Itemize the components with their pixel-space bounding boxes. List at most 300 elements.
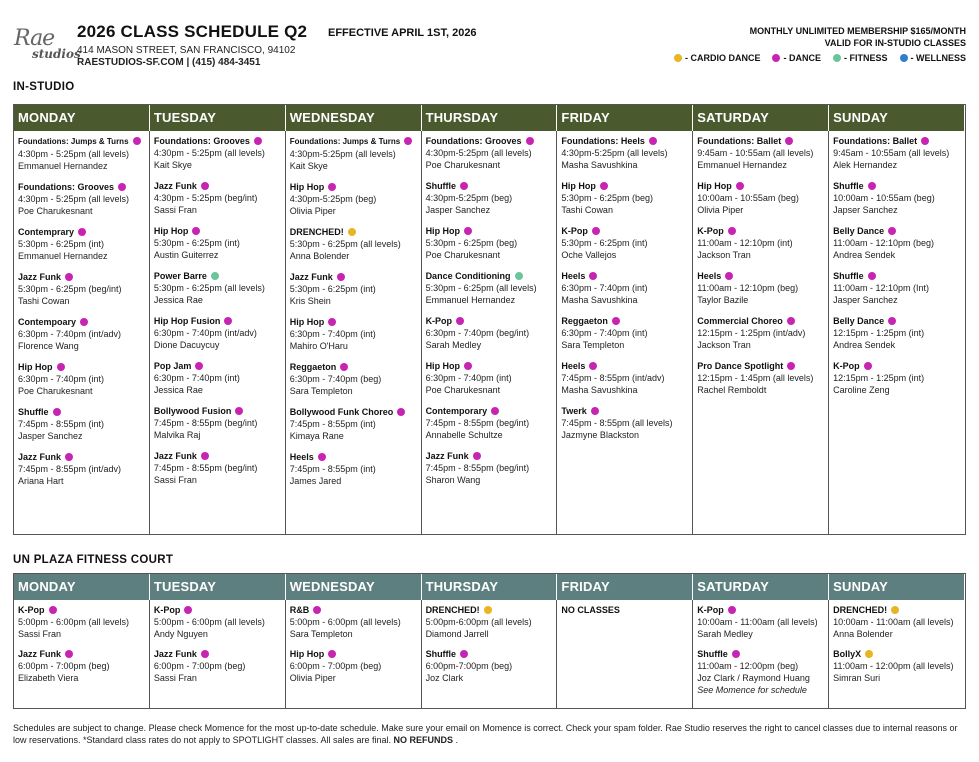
- class-entry[interactable]: [154, 648, 282, 684]
- dance-dot-icon: [313, 606, 321, 614]
- class-instructor: Jessica Rae: [153, 385, 203, 395]
- dance-dot-icon: [732, 650, 740, 658]
- class-time: 7:45pm - 8:55pm (int/adv): [18, 464, 122, 474]
- class-name: K-Pop: [561, 226, 588, 236]
- dance-dot-icon: [397, 408, 405, 416]
- day-header-saturday: SATURDAY: [693, 105, 829, 131]
- class-name: Shuffle: [833, 181, 864, 191]
- class-instructor: Taylor Bazile: [697, 295, 749, 305]
- class-time: 5:30pm - 6:25pm (int): [153, 238, 240, 248]
- class-time: 6:30pm - 7:40pm (int): [561, 328, 648, 338]
- class-entry[interactable]: [154, 405, 282, 441]
- class-name-line: [154, 604, 282, 616]
- class-instructor: Jasper Sanchez: [425, 205, 491, 215]
- class-instructor: Poe Charukesnant: [425, 385, 501, 395]
- class-entry[interactable]: [697, 180, 825, 216]
- dance-dot-icon: [491, 407, 499, 415]
- day-column-friday: [557, 131, 693, 534]
- day-column-saturday: [693, 600, 829, 708]
- class-name: Pop Jam: [153, 361, 192, 371]
- class-name-line: [154, 360, 282, 372]
- class-entry[interactable]: [833, 135, 962, 171]
- class-name: K-Pop: [833, 361, 860, 371]
- instudio-schedule-table: [13, 104, 966, 535]
- class-time: 7:45pm - 8:55pm (int/adv): [561, 373, 665, 383]
- dance-dot-icon: [591, 407, 599, 415]
- day-header-monday: MONDAY: [14, 574, 150, 600]
- rae-studios-logo: [12, 26, 81, 62]
- class-name: DRENCHED!: [289, 227, 344, 237]
- class-name-line: [18, 226, 146, 238]
- day-header-sunday: SUNDAY: [829, 105, 965, 131]
- class-instructor: Olivia Piper: [289, 206, 336, 216]
- dance-dot-icon: [78, 228, 86, 236]
- class-entry[interactable]: [561, 405, 689, 441]
- class-name-line: [426, 315, 554, 327]
- class-time: 10:00am - 10:55am (beg): [697, 193, 799, 203]
- class-entry[interactable]: [154, 135, 282, 171]
- class-name: Jazz Funk: [153, 649, 197, 659]
- class-instructor: Jackson Tran: [697, 340, 751, 350]
- class-name: Hip Hop: [153, 226, 189, 236]
- class-name: R&B: [289, 605, 310, 615]
- class-instructor: Olivia Piper: [697, 205, 744, 215]
- class-name-line: [426, 270, 554, 282]
- class-instructor: Anna Bolender: [289, 251, 350, 261]
- class-time: 4:30pm - 5:25pm (beg/int): [153, 193, 258, 203]
- class-name-line: [154, 135, 282, 147]
- class-instructor: Simran Suri: [833, 673, 881, 683]
- class-entry[interactable]: [154, 180, 282, 216]
- cardio-dot-icon: [484, 606, 492, 614]
- class-name-line: [697, 604, 825, 616]
- class-instructor: Poe Charukesnant: [18, 386, 93, 396]
- fitness-dot-icon: [833, 54, 841, 62]
- class-time: 5:00pm - 6:00pm (all levels): [18, 617, 130, 627]
- class-entry[interactable]: [18, 451, 146, 487]
- day-header-monday: MONDAY: [14, 105, 150, 131]
- class-name: Dance Conditioning: [425, 271, 511, 281]
- dance-dot-icon: [600, 182, 608, 190]
- class-name-line: [290, 316, 418, 328]
- day-column-tuesday: [150, 600, 286, 708]
- class-entry[interactable]: [18, 361, 146, 397]
- class-name: Hip Hop: [18, 362, 53, 372]
- dance-dot-icon: [649, 137, 657, 145]
- class-name-line: [697, 315, 825, 327]
- class-instructor: James Jared: [289, 476, 342, 486]
- legend-label: - WELLNESS: [910, 53, 966, 63]
- class-entry[interactable]: [426, 315, 554, 351]
- day-header-saturday: SATURDAY: [693, 574, 829, 600]
- class-instructor: Emmanuel Hernandez: [18, 251, 108, 261]
- class-entry[interactable]: [290, 604, 418, 640]
- class-name-line: [561, 315, 689, 327]
- class-time: 10:00am - 10:55am (beg): [833, 193, 935, 203]
- day-column-thursday: [422, 600, 558, 708]
- dance-dot-icon: [328, 650, 336, 658]
- class-name: Reggaeton: [561, 316, 608, 326]
- dance-dot-icon: [65, 650, 73, 658]
- class-name: Hip Hop: [425, 226, 461, 236]
- class-name: K-Pop: [425, 316, 453, 326]
- class-name-line: [18, 604, 146, 616]
- dance-dot-icon: [328, 183, 336, 191]
- class-instructor: Jessica Rae: [153, 295, 203, 305]
- class-name: Shuffle: [697, 649, 728, 659]
- class-entry[interactable]: [697, 315, 825, 351]
- footer-no-refunds: NO REFUNDS: [393, 735, 454, 745]
- class-time: 12:15pm - 1:25pm (int): [833, 328, 925, 338]
- legend-item-wellness: [900, 53, 967, 63]
- class-name-line: [833, 270, 962, 282]
- fitness-dot-icon: [515, 272, 523, 280]
- class-name: DRENCHED!: [833, 605, 888, 615]
- class-time: 5:00pm - 6:00pm (all levels): [289, 617, 401, 627]
- class-time: 9:45am - 10:55am (all levels): [833, 148, 950, 158]
- class-entry[interactable]: [290, 316, 418, 352]
- class-instructor: Sassi Fran: [153, 475, 197, 485]
- class-name-line: [154, 270, 282, 282]
- class-entry[interactable]: [290, 135, 418, 172]
- class-entry[interactable]: [290, 226, 418, 262]
- class-entry[interactable]: [697, 135, 825, 171]
- class-name-line: [833, 180, 962, 192]
- class-instructor: Joz Clark / Raymond Huang: [697, 673, 810, 683]
- class-entry[interactable]: [18, 271, 146, 307]
- dance-dot-icon: [318, 453, 326, 461]
- class-time: 5:00pm - 6:00pm (all levels): [153, 617, 265, 627]
- class-time: 11:00am - 12:10pm (beg): [833, 238, 935, 248]
- class-instructor: Andrea Sendek: [833, 340, 896, 350]
- class-instructor: Masha Savushkina: [561, 385, 638, 395]
- category-legend: [674, 53, 966, 63]
- class-instructor: Florence Wang: [18, 341, 79, 351]
- class-instructor: Sassi Fran: [153, 205, 197, 215]
- class-name: Heels: [289, 452, 314, 462]
- class-entry[interactable]: [426, 180, 554, 216]
- class-instructor: Diamond Jarrell: [425, 629, 489, 639]
- class-entry[interactable]: [426, 225, 554, 261]
- class-entry[interactable]: [833, 180, 962, 216]
- day-column-thursday: [422, 131, 558, 534]
- class-name: Hip Hop: [289, 182, 325, 192]
- class-name-line: [154, 450, 282, 462]
- dance-dot-icon: [728, 227, 736, 235]
- class-instructor: Mahiro O'Haru: [289, 341, 348, 351]
- class-name: Pro Dance Spotlight: [697, 361, 784, 371]
- class-time: 11:00am - 12:00pm (beg): [697, 661, 799, 671]
- class-entry[interactable]: [18, 135, 146, 172]
- wellness-dot-icon: [900, 54, 908, 62]
- class-entry[interactable]: [426, 270, 554, 306]
- class-time: 5:30pm - 6:25pm (beg): [561, 193, 653, 203]
- class-name-line: [426, 135, 554, 147]
- dance-dot-icon: [184, 606, 192, 614]
- day-column-friday: [557, 600, 693, 708]
- class-name: Foundations: Grooves: [153, 136, 250, 146]
- class-entry[interactable]: [833, 360, 962, 396]
- class-instructor: Malvika Raj: [153, 430, 201, 440]
- class-name-line: [561, 225, 689, 237]
- class-time: 6:30pm - 7:40pm (beg/int): [425, 328, 530, 338]
- class-name: Foundations: Jumps & Turns: [289, 137, 401, 146]
- class-entry[interactable]: [561, 360, 689, 396]
- class-name-line: [290, 451, 418, 463]
- class-entry[interactable]: [290, 648, 418, 684]
- class-entry[interactable]: [697, 225, 825, 261]
- class-name: DRENCHED!: [425, 605, 480, 615]
- class-entry[interactable]: [833, 604, 962, 640]
- fitness-dot-icon: [211, 272, 219, 280]
- class-time: 5:30pm - 6:25pm (all levels): [289, 239, 401, 249]
- class-time: 6:00pm - 7:00pm (beg): [153, 661, 246, 671]
- class-name: Bollywood Fusion: [153, 406, 232, 416]
- dance-dot-icon: [473, 452, 481, 460]
- class-entry[interactable]: [426, 360, 554, 396]
- class-entry[interactable]: [697, 360, 825, 396]
- cardio-dot-icon: [348, 228, 356, 236]
- class-entry[interactable]: [561, 225, 689, 261]
- class-entry[interactable]: [154, 360, 282, 396]
- class-instructor: Sara Templeton: [561, 340, 625, 350]
- class-name-line: [426, 225, 554, 237]
- class-time: 6:30pm - 7:40pm (int): [289, 329, 376, 339]
- cardio-dot-icon: [674, 54, 682, 62]
- class-name: Hip Hop: [561, 181, 596, 191]
- class-entry[interactable]: [561, 180, 689, 216]
- day-header-thursday: THURSDAY: [422, 574, 558, 600]
- class-time: 7:45pm - 8:55pm (int): [18, 419, 105, 429]
- class-instructor: Alek Hernandez: [833, 160, 898, 170]
- dance-dot-icon: [404, 137, 412, 145]
- class-instructor: Sarah Medley: [425, 340, 482, 350]
- class-entry[interactable]: [154, 604, 282, 640]
- class-name-line: [833, 315, 962, 327]
- class-time: 5:30pm - 6:25pm (beg): [425, 238, 518, 248]
- class-entry[interactable]: [290, 181, 418, 217]
- class-entry[interactable]: [426, 405, 554, 441]
- class-name-line: [18, 361, 146, 373]
- class-time: 10:00am - 11:00am (all levels): [833, 617, 954, 627]
- dance-dot-icon: [195, 362, 203, 370]
- class-entry[interactable]: [426, 604, 554, 640]
- class-time: 4:30pm-5:25pm (all levels): [289, 149, 396, 159]
- class-name: Hip Hop: [289, 649, 325, 659]
- class-name: Foundations: Ballet: [697, 136, 782, 146]
- class-time: 7:45pm - 8:55pm (beg/int): [425, 418, 530, 428]
- class-name-line: [426, 450, 554, 462]
- cardio-dot-icon: [891, 606, 899, 614]
- class-name-line: [290, 226, 418, 238]
- class-name-line: [426, 360, 554, 372]
- membership-price: MONTHLY UNLIMITED MEMBERSHIP $165/MONTH: [749, 26, 966, 36]
- class-time: 7:45pm - 8:55pm (all levels): [561, 418, 673, 428]
- class-time: 6:30pm - 7:40pm (beg): [289, 374, 382, 384]
- class-name: Shuffle: [425, 181, 457, 191]
- class-time: 4:30pm-5:25pm (all levels): [425, 148, 532, 158]
- class-entry[interactable]: [154, 225, 282, 261]
- class-instructor: Olivia Piper: [289, 673, 336, 683]
- class-time: 7:45pm - 8:55pm (beg/int): [153, 418, 258, 428]
- class-name: Contempoary: [18, 317, 77, 327]
- class-instructor: Sara Templeton: [289, 386, 353, 396]
- class-name-line: [426, 604, 554, 616]
- day-column-saturday: [693, 131, 829, 534]
- class-entry[interactable]: [154, 315, 282, 351]
- class-time: 7:45pm - 8:55pm (beg/int): [425, 463, 530, 473]
- class-entry[interactable]: [697, 648, 825, 696]
- class-name: Belly Dance: [833, 316, 885, 326]
- class-entry[interactable]: [154, 450, 282, 486]
- class-entry[interactable]: [290, 361, 418, 397]
- class-instructor: Jasper Sanchez: [833, 295, 898, 305]
- class-time: 4:30pm-5:25pm (beg): [425, 193, 513, 203]
- class-entry[interactable]: [426, 450, 554, 486]
- class-name: Foundations: Heels: [561, 136, 645, 146]
- class-entry[interactable]: [290, 406, 418, 442]
- footer-end: .: [453, 735, 459, 745]
- class-entry[interactable]: [833, 225, 962, 261]
- class-name: K-Pop: [153, 605, 181, 615]
- class-name-line: [561, 360, 689, 372]
- footer-text: Schedules are subject to change. Please check Momence for the most up-to-date schedule. Make sure your email on Momence is correct. Check your spam folder. Rae Studio reserves the right to cancel classes due to internal reasons or low reservations. *Standard class rates do not apply to SPOTLIGHT classes. All sales are final.: [13, 723, 958, 745]
- class-instructor: Poe Charukesnant: [425, 160, 501, 170]
- class-name: Heels: [561, 361, 586, 371]
- cardio-dot-icon: [865, 650, 873, 658]
- class-name: Heels: [697, 271, 722, 281]
- class-entry[interactable]: [426, 648, 554, 684]
- dance-dot-icon: [785, 137, 793, 145]
- class-instructor: Poe Charukesnant: [18, 206, 93, 216]
- class-name: Bollywood Funk Choreo: [289, 407, 394, 417]
- class-name-line: [697, 360, 825, 372]
- class-name: Shuffle: [18, 407, 49, 417]
- class-entry[interactable]: [426, 135, 554, 171]
- class-name-line: [426, 180, 554, 192]
- class-instructor: Austin Guiterrez: [153, 250, 219, 260]
- class-time: 5:30pm - 6:25pm (int): [561, 238, 648, 248]
- class-name-line: [290, 604, 418, 616]
- dance-dot-icon: [201, 650, 209, 658]
- class-entry[interactable]: [561, 604, 689, 616]
- dance-dot-icon: [192, 227, 200, 235]
- dance-dot-icon: [868, 182, 876, 190]
- dance-dot-icon: [526, 137, 534, 145]
- class-entry[interactable]: [18, 648, 146, 684]
- class-name-line: [154, 180, 282, 192]
- class-entry[interactable]: [154, 270, 282, 306]
- day-header-friday: FRIDAY: [557, 574, 693, 600]
- class-name-line: [290, 181, 418, 193]
- class-entry[interactable]: [18, 181, 146, 217]
- class-entry[interactable]: [561, 270, 689, 306]
- class-entry[interactable]: [18, 316, 146, 352]
- class-name-line: [18, 451, 146, 463]
- dance-dot-icon: [337, 273, 345, 281]
- class-time: 5:30pm - 6:25pm (beg/int): [18, 284, 122, 294]
- class-name-line: [426, 405, 554, 417]
- class-name: Belly Dance: [833, 226, 885, 236]
- class-time: 6:30pm - 7:40pm (int): [153, 373, 240, 383]
- class-name: Commercial Choreo: [697, 316, 783, 326]
- class-name: Jazz Funk: [289, 272, 333, 282]
- class-name-line: [833, 135, 962, 147]
- class-name-line: [290, 361, 418, 373]
- class-name: Hip Hop: [697, 181, 732, 191]
- class-instructor: Ariana Hart: [18, 476, 64, 486]
- dance-dot-icon: [201, 452, 209, 460]
- effective-date: EFFECTIVE APRIL 1ST, 2026: [328, 27, 477, 39]
- class-instructor: Japser Sanchez: [833, 205, 898, 215]
- class-name-line: [18, 406, 146, 418]
- class-time: 12:15pm - 1:25pm (int): [833, 373, 925, 383]
- class-time: 11:00am - 12:00pm (all levels): [833, 661, 954, 671]
- dance-dot-icon: [888, 227, 896, 235]
- class-instructor: Jazmyne Blackston: [561, 430, 639, 440]
- day-column-wednesday: [286, 600, 422, 708]
- class-time: 4:30pm - 5:25pm (all levels): [18, 149, 130, 159]
- class-name-line: [697, 225, 825, 237]
- class-entry[interactable]: [833, 315, 962, 351]
- class-entry[interactable]: [697, 270, 825, 306]
- membership-validity: VALID FOR IN-STUDIO CLASSES: [824, 38, 966, 48]
- class-instructor: Jasper Sanchez: [18, 431, 83, 441]
- class-name: K-Pop: [697, 226, 724, 236]
- class-instructor: Joz Clark: [425, 673, 464, 683]
- class-entry[interactable]: [833, 270, 962, 306]
- dance-dot-icon: [868, 272, 876, 280]
- class-entry[interactable]: [833, 648, 962, 684]
- class-time: 7:45pm - 8:55pm (beg/int): [153, 463, 258, 473]
- class-name: Reggaeton: [289, 362, 337, 372]
- dance-dot-icon: [254, 137, 262, 145]
- class-name: Jazz Funk: [153, 451, 197, 461]
- class-name: Jazz Funk: [18, 272, 62, 282]
- logo-text-studios: studios: [32, 47, 81, 61]
- class-time: 6:30pm - 7:40pm (int/adv): [18, 329, 122, 339]
- dance-dot-icon: [65, 453, 73, 461]
- class-name: Shuffle: [833, 271, 864, 281]
- class-entry[interactable]: [18, 226, 146, 262]
- class-time: 4:30pm - 5:25pm (all levels): [18, 194, 130, 204]
- class-name: Hip Hop: [425, 361, 461, 371]
- studio-address: 414 MASON STREET, SAN FRANCISCO, 94102: [77, 45, 296, 56]
- class-name-line: [18, 181, 146, 193]
- class-entry[interactable]: [561, 315, 689, 351]
- legend-item-cardio: [674, 53, 761, 63]
- class-name: Contemporary: [425, 406, 488, 416]
- class-instructor: Emmanuel Hernandez: [18, 161, 108, 171]
- dance-dot-icon: [589, 272, 597, 280]
- dance-dot-icon: [201, 182, 209, 190]
- class-time: 6:30pm - 7:40pm (int): [425, 373, 512, 383]
- instudio-section-title: IN-STUDIO: [13, 81, 75, 93]
- class-entry[interactable]: [290, 451, 418, 487]
- class-entry[interactable]: [18, 406, 146, 442]
- dance-dot-icon: [133, 137, 141, 145]
- class-entry[interactable]: [561, 135, 689, 171]
- dance-dot-icon: [464, 227, 472, 235]
- class-instructor: Rachel Remboldt: [697, 385, 767, 395]
- class-time: 9:45am - 10:55am (all levels): [697, 148, 814, 158]
- class-time: 11:00am - 12:10pm (beg): [697, 283, 799, 293]
- class-entry[interactable]: [290, 271, 418, 307]
- class-name: Jazz Funk: [18, 452, 62, 462]
- dance-dot-icon: [725, 272, 733, 280]
- class-entry[interactable]: [697, 604, 825, 640]
- class-entry[interactable]: [18, 604, 146, 640]
